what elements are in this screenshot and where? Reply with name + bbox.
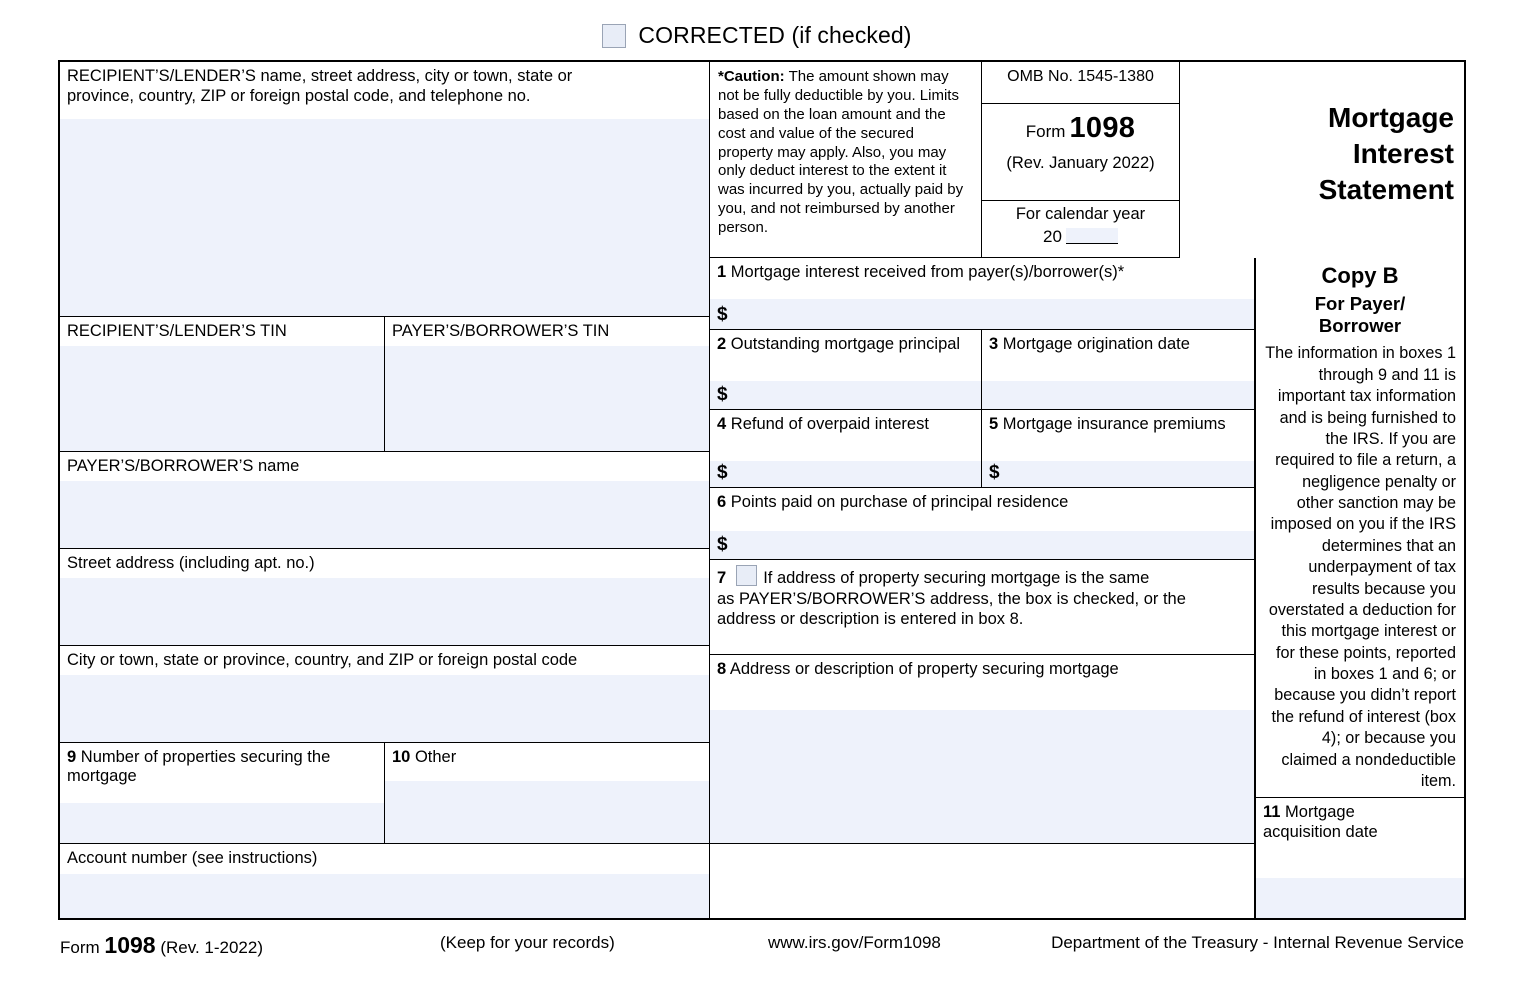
copy-b-subtitle-line1: For Payer/ [1314,293,1406,314]
box-5-text: Mortgage insurance premiums [1002,415,1226,433]
form-revision: (Rev. January 2022) [1006,154,1155,172]
box-10-other-field[interactable] [385,743,710,844]
caution-bold: *Caution: [718,68,785,85]
box-7-checkbox[interactable] [736,565,757,586]
copy-b-title: Copy B [1321,263,1399,288]
box-7-address-same-field[interactable] [710,560,1255,655]
calendar-year-label: For calendar year [1015,205,1146,223]
box-2-outstanding-principal-field[interactable] [710,330,982,410]
box-8-number: 8 [717,660,727,678]
box-1-input[interactable] [710,299,1254,329]
box-1-text: Mortgage interest received from payer(s)/borrower(s)* [730,263,1125,281]
box-9-input[interactable] [60,803,384,843]
box-7-text-part1: If address of property securing mortgage is the same [763,569,1150,587]
box-1-currency-symbol: $ [717,304,728,325]
street-address-field[interactable] [60,549,710,646]
year-input[interactable] [1066,228,1118,244]
payer-borrower-name-input[interactable] [60,481,709,548]
street-address-label: Street address (including apt. no.) [67,554,315,572]
recipient-lender-label-line2: province, country, ZIP or foreign postal code, and telephone no. [67,87,531,106]
box-7-text-part2: as PAYER’S/BORROWER’S address, the box is checked, or the address or description is entered in box 8. [717,590,1186,628]
box-11-input[interactable] [1256,878,1464,918]
box-6-currency-symbol: $ [717,534,728,555]
payer-borrower-tin-field[interactable] [385,317,710,452]
box-11-acquisition-date-field[interactable] [1255,798,1464,918]
box-10-label [385,743,709,767]
box-9-number: 9 [67,748,77,766]
calendar-year-entry[interactable] [982,224,1179,247]
box-3-label [982,330,1254,354]
box-3-input[interactable] [982,381,1254,409]
box-11-number: 11 [1263,803,1281,821]
box-4-currency-symbol: $ [717,462,728,483]
box-8-property-address-field[interactable] [710,655,1255,844]
box-6-number: 6 [717,493,727,511]
footer-form-number: 1098 [104,932,156,958]
box-11-text-line1: Mortgage [1285,803,1355,821]
box-10-input[interactable] [385,781,709,843]
box-4-number: 4 [717,415,727,433]
form-title-line2: Interest [1352,137,1454,169]
box-9-text: Number of properties securing the mortgage [67,748,331,786]
box-5-mortgage-insurance-premiums-field[interactable] [982,410,1255,488]
footer-department: Department of the Treasury - Internal Revenue Service [1051,933,1464,952]
copy-b-body: The information in boxes 1 through 9 and 11 is important tax information and is being furnished to the IRS. If you are required to file a return, a negligence penalty or other sanction may be imposed on you if the IRS determines that an underpayment of tax results because you overstated a deduction for this mortgage interest or for these points, reported in boxes 1 and 6; or because you didn’t report the refund of interest (box 4); or because you claimed a nondeductible item. [1265,344,1456,790]
form-title-line3: Statement [1318,173,1454,205]
year-prefix: 20 [1043,227,1062,246]
city-state-zip-field[interactable] [60,646,710,743]
box-8-input[interactable] [710,710,1254,843]
box-4-label [710,410,981,434]
box-6-label [710,488,1254,512]
box-3-text: Mortgage origination date [1002,335,1190,353]
box-8-text: Address or description of property securing mortgage [729,660,1119,678]
copy-b-subtitle [1256,289,1464,337]
box-7-number: 7 [717,569,727,587]
corrected-label: CORRECTED (if checked) [638,22,912,48]
corrected-row [0,22,1514,49]
recipient-lender-label-line1: RECIPIENT’S/LENDER’S name, street address, city or town, state or [67,67,573,85]
box-2-text: Outstanding mortgage principal [730,335,961,353]
box-1-label [710,258,1254,282]
caution-block [710,62,982,258]
corrected-checkbox[interactable] [602,24,626,48]
box-5-input[interactable] [982,461,1254,487]
payer-borrower-name-label: PAYER’S/BORROWER’S name [67,457,300,475]
omb-number-cell [982,62,1180,104]
box-2-input[interactable] [710,381,981,409]
account-number-label: Account number (see instructions) [67,849,318,867]
box-1-mortgage-interest-field[interactable] [710,258,1255,330]
box-4-input[interactable] [710,461,981,487]
form-body [58,60,1466,920]
box-3-number: 3 [989,335,999,353]
box-3-origination-date-field[interactable] [982,330,1255,410]
payer-borrower-tin-label: PAYER’S/BORROWER’S TIN [392,322,610,340]
form-title-line1: Mortgage [1328,102,1454,133]
payer-borrower-tin-input[interactable] [385,346,709,451]
form-word: Form [1025,122,1066,141]
form-footer [58,928,1466,962]
footer-keep-note: (Keep for your records) [440,933,615,952]
form-number: 1098 [1069,112,1136,144]
box-10-number: 10 [392,748,411,766]
form-title [1319,100,1454,207]
account-number-input[interactable] [60,874,709,918]
account-number-field[interactable] [60,844,710,918]
box-2-number: 2 [717,335,727,353]
box-5-currency-symbol: $ [989,462,1000,483]
recipient-lender-tin-input[interactable] [60,346,384,451]
box-2-currency-symbol: $ [717,384,728,405]
omb-number: OMB No. 1545-1380 [1007,68,1154,85]
footer-form-id [60,932,263,959]
box-7-label [710,560,1254,588]
form-line [982,104,1179,145]
footer-form-word: Form [60,938,100,957]
recipient-lender-input[interactable] [60,119,709,316]
recipient-lender-tin-field[interactable] [60,317,385,452]
box-2-label [710,330,981,354]
box-4-text: Refund of overpaid interest [730,415,929,433]
box-4-refund-overpaid-interest-field[interactable] [710,410,982,488]
footer-url[interactable]: www.irs.gov/Form1098 [768,933,941,952]
box-11-text-line2: acquisition date [1263,823,1378,842]
form-number-cell [982,104,1180,201]
box-5-number: 5 [989,415,999,433]
box-8-label [710,655,1254,679]
box-8-continuation [710,844,1255,918]
street-address-input[interactable] [60,578,709,645]
box-9-label [60,743,384,787]
box-11-label [1256,798,1464,822]
box-9-number-of-properties-field[interactable] [60,743,385,844]
box-6-input[interactable] [710,531,1254,559]
calendar-year-cell[interactable] [982,201,1180,258]
caution-body: The amount shown may not be fully deductible by you. Limits based on the loan amount and the cost and value of the secured property may apply. Also, you may only deduct interest to the extent it was incurred by you, actually paid by you, and not reimbursed by another person. [718,68,964,237]
box-5-label [982,410,1254,434]
box-1-number: 1 [717,263,727,281]
box-6-points-paid-field[interactable] [710,488,1255,560]
copy-b-block [1255,258,1464,798]
city-state-zip-label: City or town, state or province, country, and ZIP or foreign postal code [67,651,578,669]
footer-form-revision: (Rev. 1-2022) [160,938,263,957]
payer-borrower-name-field[interactable] [60,452,710,549]
recipient-lender-name-address-field[interactable] [60,62,710,317]
caution-text [710,62,981,238]
recipient-lender-tin-label: RECIPIENT’S/LENDER’S TIN [67,322,287,340]
box-10-text: Other [414,748,457,766]
box-6-text: Points paid on purchase of principal residence [730,493,1069,511]
copy-b-subtitle-line2: Borrower [1318,315,1402,337]
city-state-zip-input[interactable] [60,675,709,742]
